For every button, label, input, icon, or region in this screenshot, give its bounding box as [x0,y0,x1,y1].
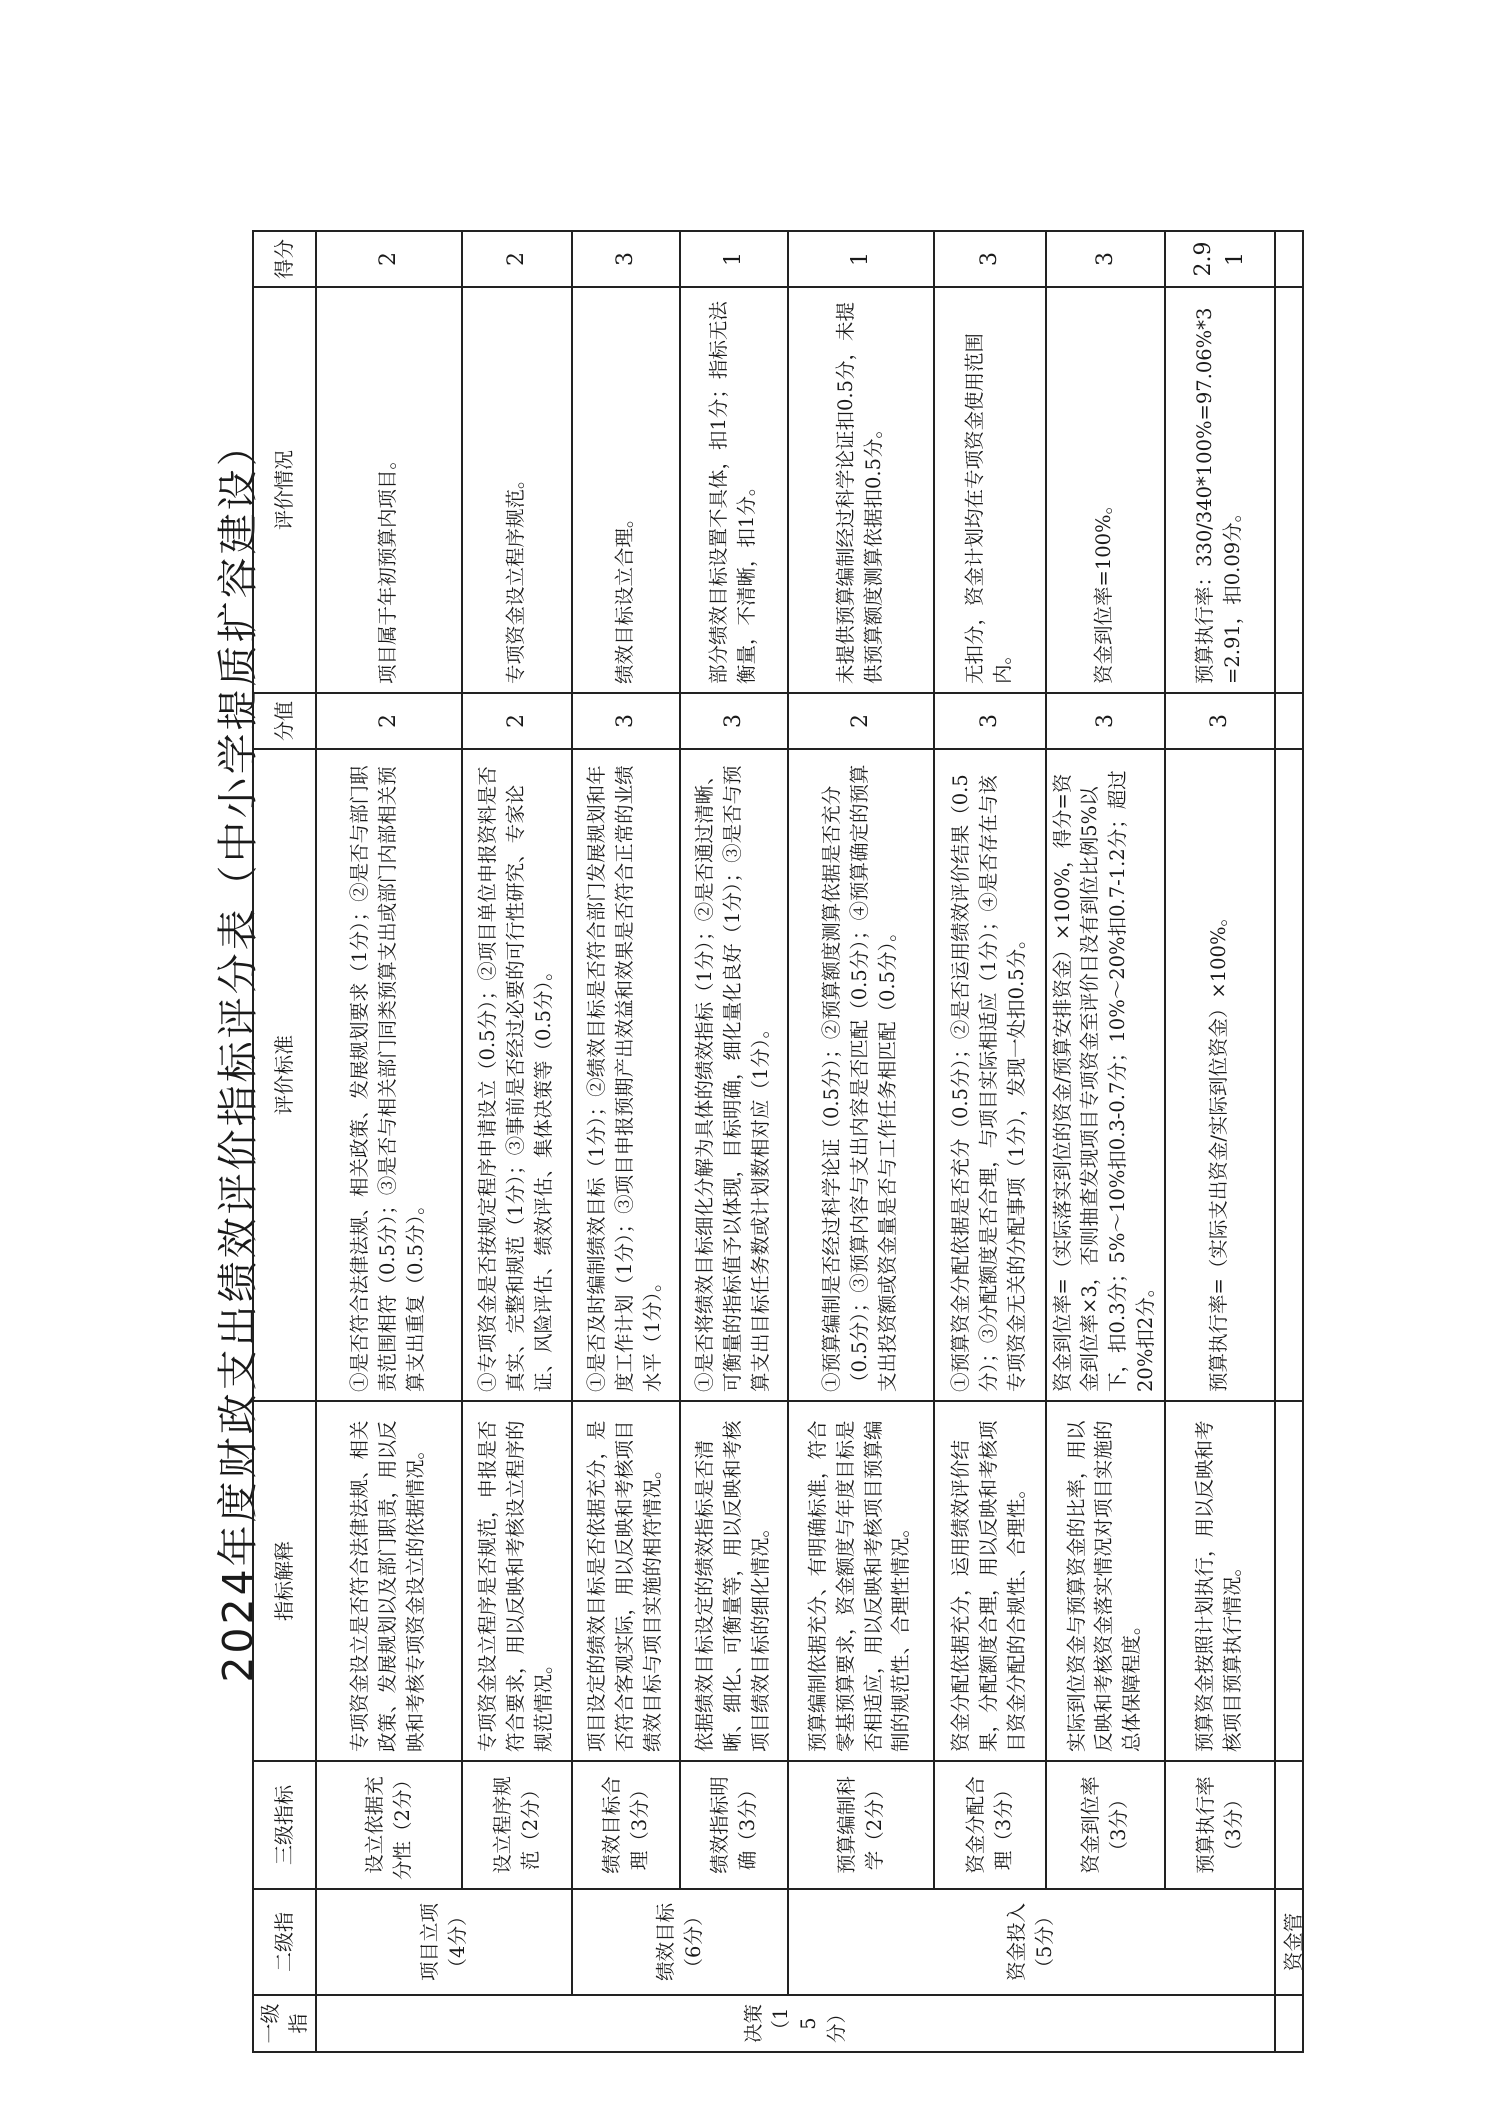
score-cell: 2 [316,231,462,287]
weight-cell: 3 [1165,693,1275,749]
explanation-cell: 预算资金按照计划执行，用以反映和考核项目预算执行情况。 [1165,1401,1275,1761]
table-row [1046,231,1165,2052]
indicator-cell: 资金到位率（3分） [1046,1761,1165,1889]
level2-fund-manage: 资金管 [1275,1889,1303,1995]
situation-cell: 未提供预算编制经过科学论证扣0.5分，未提供预算额度测算依据扣0.5分。 [788,287,934,693]
empty-cell [1275,1761,1303,1889]
standard-cell: 预算执行率=（实际支出资金/实际到位资金）×100%。 [1165,749,1275,1401]
situation-cell: 资金到位率=100%。 [1046,287,1165,693]
table-row [788,231,934,2052]
standard-cell: ①专项资金是否按规定程序申请设立（0.5分）；②项目单位申报资料是否真实、完整和规范（1分）；③事前是否经过必要的可行性研究、专家论证、风险评估、绩效评估、集体决策等（0.5分）。 [462,749,572,1401]
indicator-cell: 预算执行率（3分） [1165,1761,1275,1889]
weight-cell: 2 [316,693,462,749]
score-cell: 1 [788,231,934,287]
indicator-cell: 预算编制科学（2分） [788,1761,934,1889]
standard-cell: ①预算资金分配依据是否充分（0.5分）；②是否运用绩效评价结果（0.5分）；③分配额度是否合理，与项目实际相适应（1分）；④是否存在与该专项资金无关的分配事项（1分），发现一处扣0.5分。 [934,749,1046,1401]
header-situation: 评价情况 [253,287,316,693]
score-cell: 2 [462,231,572,287]
score-cell: 3 [934,231,1046,287]
explanation-cell: 项目设定的绩效目标是否依据充分，是否符合客观实际，用以反映和考核项目绩效目标与项目实施的相符情况。 [572,1401,680,1761]
table-row [462,231,572,2052]
weight-cell: 3 [934,693,1046,749]
score-cell: 3 [572,231,680,287]
situation-cell: 无扣分，资金计划均在专项资金使用范围内。 [934,287,1046,693]
explanation-cell: 专项资金设立程序是否规范，申报是否符合要求，用以反映和考核设立程序的规范情况。 [462,1401,572,1761]
page-title: 2024年度财政支出绩效评价指标评分表（中小学提质扩容建设） [214,422,262,1683]
standard-cell: ①预算编制是否经过科学论证（0.5分）；②预算额度测算依据是否充分（0.5分）；③预算内容与支出内容是否匹配（0.5分）；④预算确定的预算支出投资额或资金量是否与工作任务相匹配（0.5分）。 [788,749,934,1401]
indicator-cell: 设立依据充分性（2分） [316,1761,462,1889]
header-level3: 三级指标 [253,1761,316,1889]
table-row [316,231,462,2052]
level2-project-setup: 项目立项（4分） [316,1889,572,1995]
header-level1: 一级指 [253,1995,316,2052]
level2-performance-goal: 绩效目标（6分） [572,1889,788,1995]
empty-cell [1275,749,1303,1401]
weight-cell: 3 [680,693,788,749]
table-row [1165,231,1275,2052]
score-cell: 1 [680,231,788,287]
indicator-cell: 绩效目标合理（3分） [572,1761,680,1889]
table-row-cut [1275,231,1303,2052]
standard-cell: ①是否将绩效目标细化分解为具体的绩效指标（1分）；②是否通过清晰、可衡量的指标值予以体现，目标明确，细化量化良好（1分）；③是否与预算支出目标任务数或计划数相对应（1分）。 [680,749,788,1401]
explanation-cell: 依据绩效目标设定的绩效指标是否清晰、细化、可衡量等，用以反映和考核项目绩效目标的细化情况。 [680,1401,788,1761]
explanation-cell: 实际到位资金与预算资金的比率，用以反映和考核资金落实情况对项目实施的总体保障程度。 [1046,1401,1165,1761]
situation-cell: 项目属于年初预算内项目。 [316,287,462,693]
standard-cell: ①是否及时编制绩效目标（1分）；②绩效目标是否符合部门发展规划和年度工作计划（1分）；③项目申报预期产出效益和效果是否符合正常的业绩水平（1分）。 [572,749,680,1401]
header-score: 得分 [253,231,316,287]
empty-cell [1275,1995,1303,2052]
explanation-cell: 专项资金设立是否符合法律法规、相关政策、发展规划以及部门职责，用以反映和考核专项资金设立的依据情况。 [316,1401,462,1761]
indicator-cell: 资金分配合理（3分） [934,1761,1046,1889]
table-row [680,231,788,2052]
explanation-cell: 资金分配依据充分，运用绩效评价结果，分配额度合理，用以反映和考核项目资金分配的合规性、合理性。 [934,1401,1046,1761]
situation-cell: 绩效目标设立合理。 [572,287,680,693]
weight-cell: 2 [462,693,572,749]
header-standard: 评价标准 [253,749,316,1401]
indicator-cell: 设立程序规范（2分） [462,1761,572,1889]
empty-cell [1275,231,1303,287]
standard-cell: 资金到位率=（实际落实到位的资金/预算安排资金）×100%，得分=资金到位率×3，否则抽查发现项目专项资金至评价日没有到位比例5%以下，扣0.3分；5%～10%扣0.3-0.7分；10%～20%扣0.7-1.2分；超过20%扣2分。 [1046,749,1165,1401]
header-explanation: 指标解释 [253,1401,316,1761]
situation-cell: 专项资金设立程序规范。 [462,287,572,693]
weight-cell: 2 [788,693,934,749]
evaluation-table [252,230,1304,2053]
situation-cell: 预算执行率：330/340*100%=97.06%*3=2.91，扣0.09分。 [1165,287,1275,693]
indicator-cell: 绩效指标明确（3分） [680,1761,788,1889]
table-row [934,231,1046,2052]
header-row [253,231,316,2052]
weight-cell: 3 [572,693,680,749]
explanation-cell: 预算编制依据充分、有明确标准，符合零基预算要求，资金额度与年度目标是否相适应，用以反映和考核项目预算编制的规范性、合理性情况。 [788,1401,934,1761]
level2-fund-input: 资金投入（5分） [788,1889,1275,1995]
situation-cell: 部分绩效目标设置不具体，扣1分；指标无法衡量，不清晰，扣1分。 [680,287,788,693]
empty-cell [1275,693,1303,749]
score-cell: 3 [1046,231,1165,287]
table-row [572,231,680,2052]
empty-cell [1275,1401,1303,1761]
header-weight: 分值 [253,693,316,749]
score-cell: 2.91 [1165,231,1275,287]
level1-decision: 决策（15分） [316,1995,1275,2052]
header-level2: 二级指 [253,1889,316,1995]
weight-cell: 3 [1046,693,1165,749]
standard-cell: ①是否符合法律法规、相关政策、发展规划要求（1分）；②是否与部门职责范围相符（0.5分）；③是否与相关部门同类预算支出或部门内部相关预算支出重复（0.5分）。 [316,749,462,1401]
empty-cell [1275,287,1303,693]
